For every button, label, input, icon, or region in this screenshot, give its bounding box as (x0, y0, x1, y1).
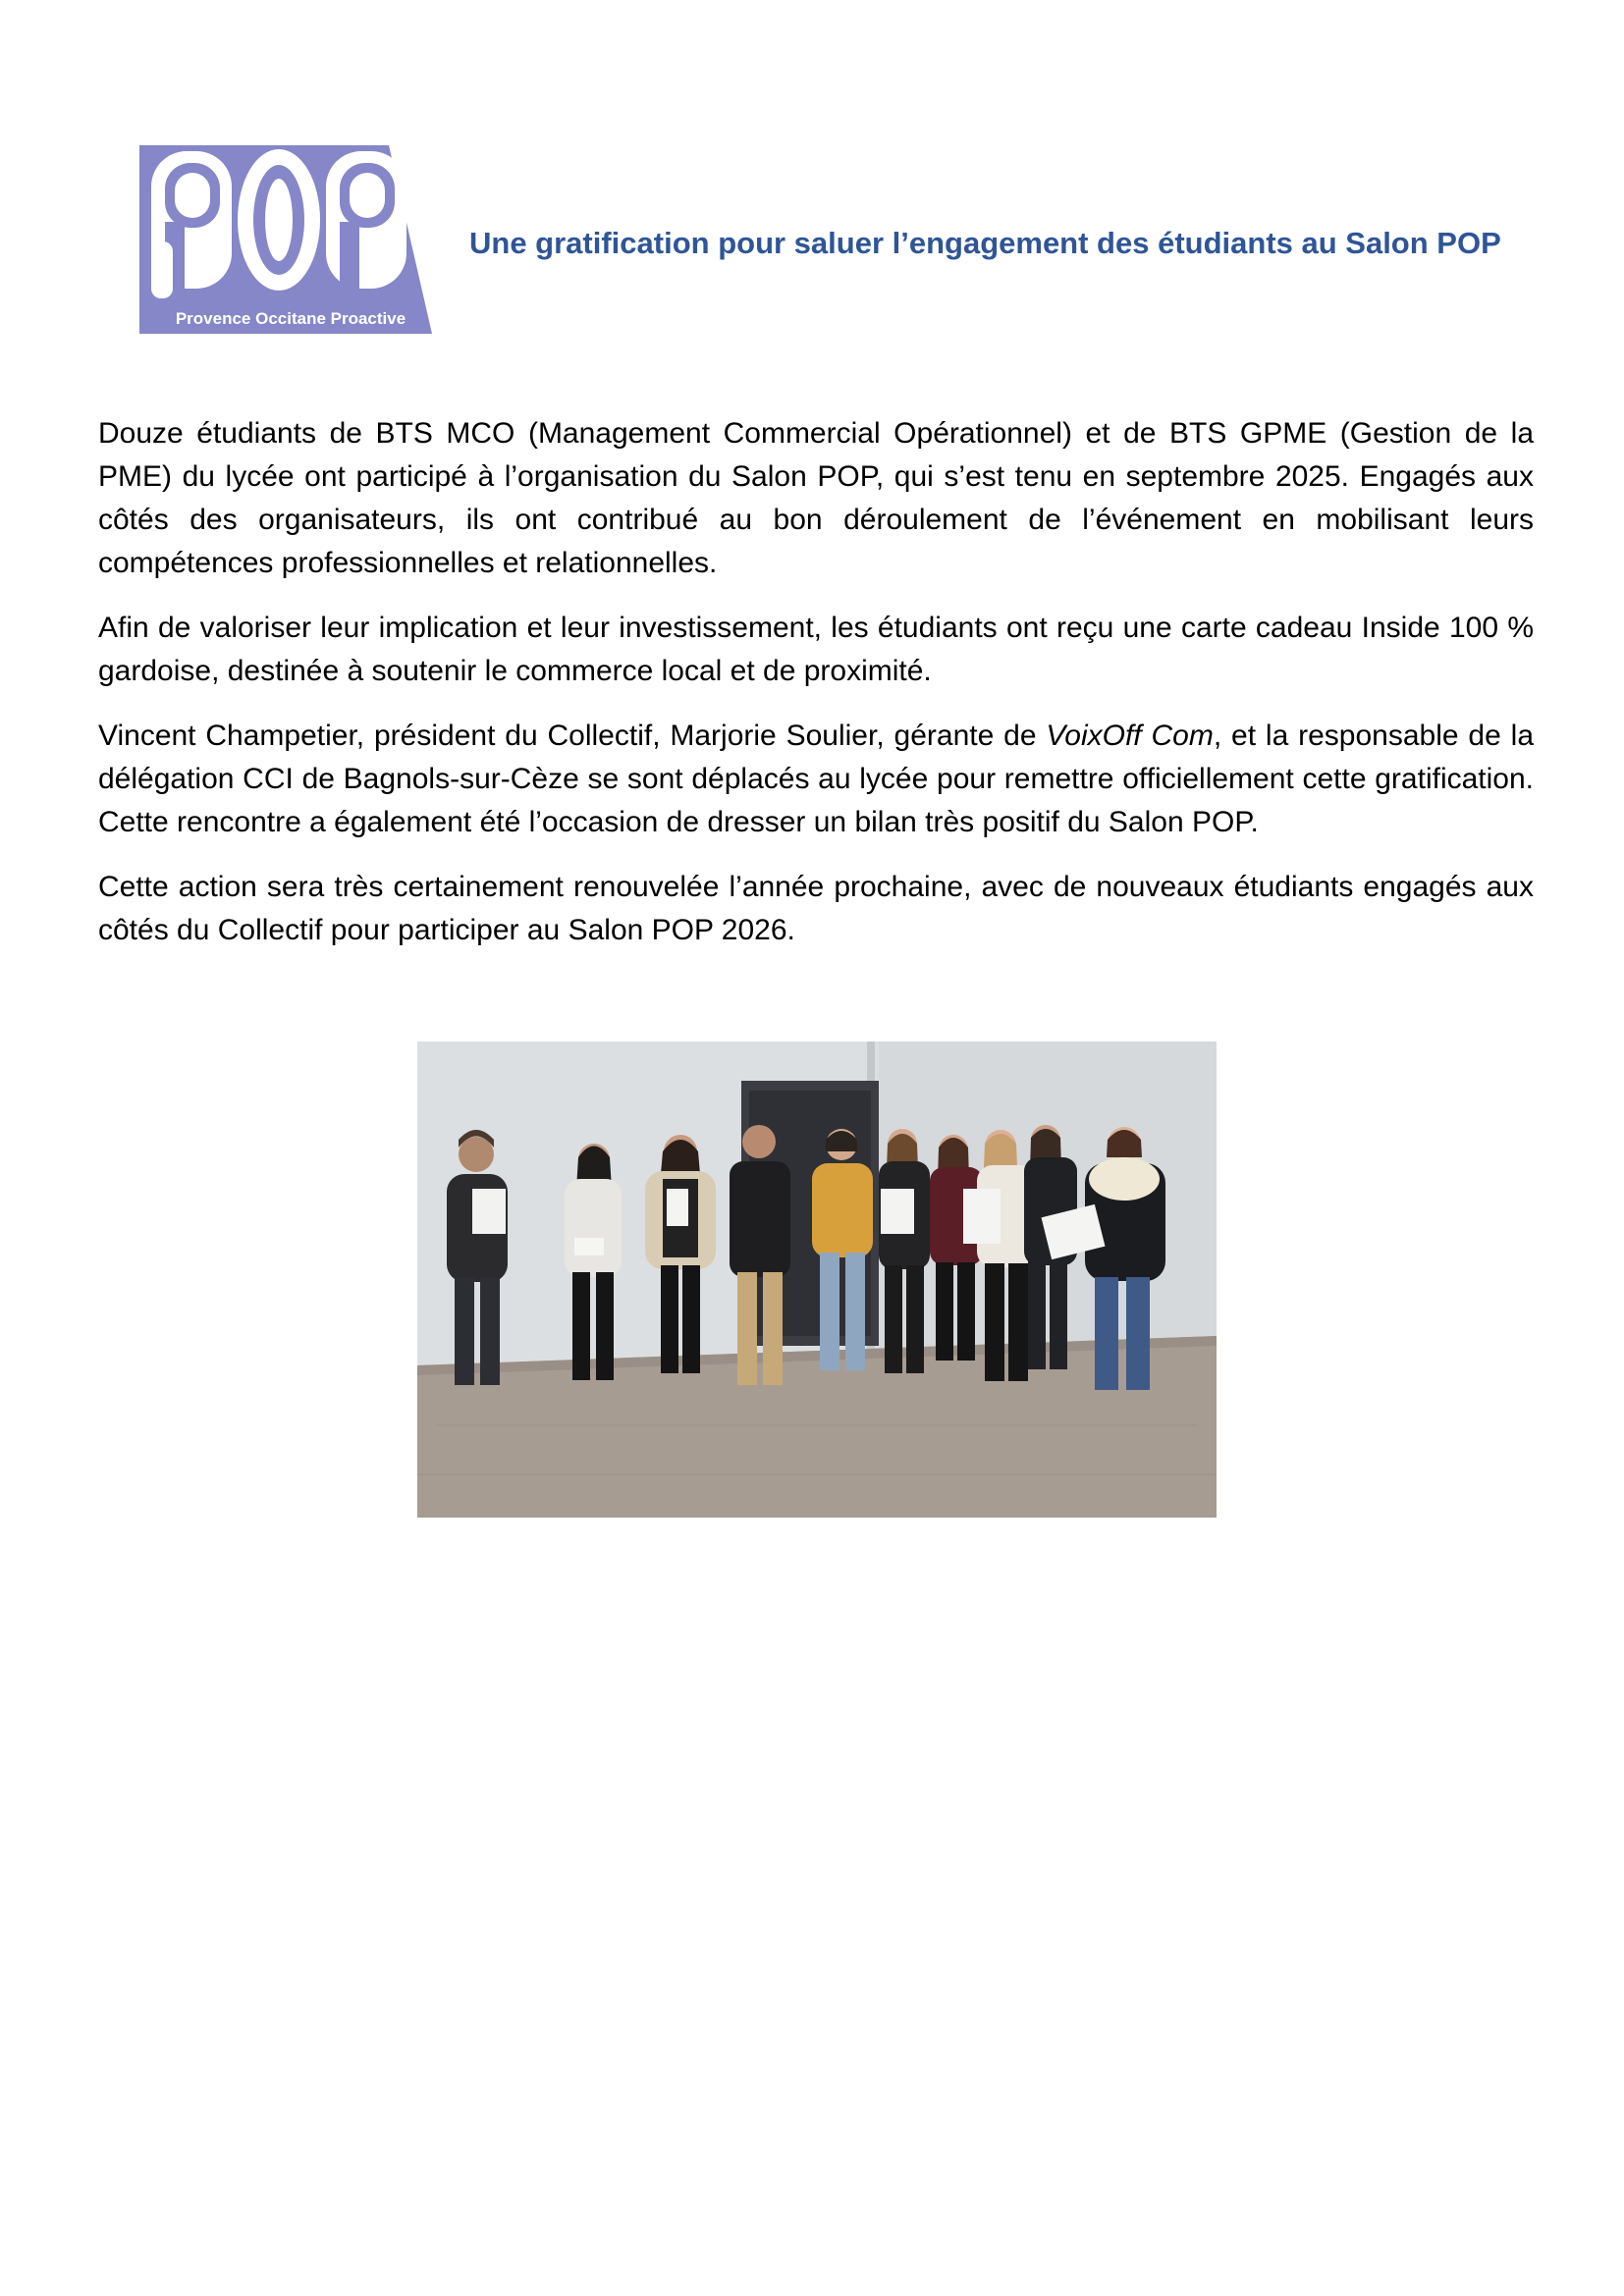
paragraph-1: Douze étudiants de BTS MCO (Management Commercial Opérationnel) et de BTS GPME (Gestion de la PME) du lycée ont participé à l’organisation du Salon POP, qui s’est tenu en septembre 2025. Engagés aux côtés des organisateurs, ils ont contribué au bon déroulement de l’événement en mobilisant leurs compétences professionnelles et relationnelles. (98, 417, 1534, 579)
article-body (98, 412, 1534, 974)
company-name: VoixOff Com (1046, 720, 1214, 752)
logo-tagline: Provence Occitane Proactive (175, 309, 406, 328)
paragraph-3-middle: , et la responsable de la délégation CCI de Bagnols-sur-Cèze se sont déplacés au lycée pour remettre officiellement cette gratification. (98, 720, 1534, 795)
paragraph-3-end: Cette rencontre a également été l’occasion de dresser un bilan très positif du Salon POP. (98, 806, 1259, 838)
paragraph-4: Cette action sera très certainement renouvelée l’année prochaine, avec de nouveaux étudiants engagés aux côtés du Collectif pour participer au Salon POP 2026. (98, 871, 1534, 946)
paragraph-3 (98, 715, 1534, 844)
paragraph-2: Afin de valoriser leur implication et leur investissement, les étudiants ont reçu une carte cadeau Inside 100 % gardoise, destinée à soutenir le commerce local et de proximité. (98, 612, 1534, 687)
pop-logo (126, 137, 432, 340)
group-photo (417, 1041, 1217, 1518)
page-title: Une gratification pour saluer l’engagement des étudiants au Salon POP (469, 226, 1501, 260)
paragraph-3-start: Vincent Champetier, président du Collectif, Marjorie Soulier, gérante de (98, 720, 1047, 752)
